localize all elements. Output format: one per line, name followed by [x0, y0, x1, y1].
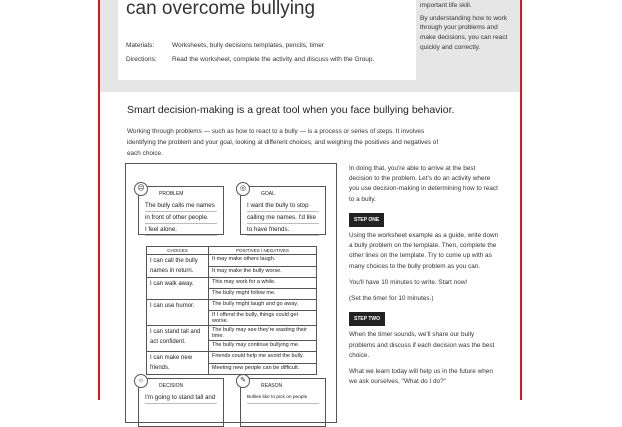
step-one-badge: STEP ONE: [349, 213, 384, 227]
decision-label: DECISION: [159, 383, 184, 389]
sidebar-p1: important life skill.: [420, 2, 472, 9]
positive-cell: The bully may see they're wasting their time.: [209, 326, 317, 341]
decision-line: I'm going to stand tall and: [145, 392, 217, 404]
choices-table: [146, 246, 317, 375]
problem-icon: ☹: [134, 182, 148, 196]
goal-line: I want the bully to stop: [247, 200, 319, 212]
goal-label: GOAL: [261, 191, 275, 197]
intro-text: Working through problems — such as how to react to a bully — is a process or series of steps. It involves identifying the problem and your goal, looking at different choices, and weighing the positives and negatives of each choice.: [127, 128, 439, 157]
problem-line: I feel alone.: [145, 224, 217, 236]
problem-label: PROBLEM: [159, 191, 184, 197]
instructions-p1: In doing that, you're able to arrive at the best decision to the problem. Let's do an activity where you use decision-making in determining how to react to a bully.: [349, 165, 498, 203]
goal-box: [240, 186, 326, 235]
pn-header: POSITIVES / NEGATIVES: [209, 247, 317, 255]
reason-line: Bullies like to pick on people: [247, 392, 319, 404]
goal-line: calling me names. I'd like: [247, 212, 319, 224]
choice-cell: I can make new friends.: [147, 352, 209, 375]
section-heading: Smart decision-making is a great tool when you face bullying behavior.: [127, 104, 455, 116]
reason-box: [240, 378, 326, 427]
header-card: [118, 0, 416, 80]
instructions-p3: You'll have 10 minutes to write. Start now!: [349, 278, 468, 286]
instructions-column: [349, 164, 499, 393]
worksheet-page: [98, 0, 522, 400]
instructions-p6: What we learn today will help us in the future when we ask ourselves, "What do I do?": [349, 368, 493, 386]
lightbulb-icon: ☼: [134, 374, 148, 388]
choice-cell: I can call the bully names in return.: [147, 255, 209, 278]
problem-box: [138, 186, 224, 235]
negative-cell: The bully may continue bullying me.: [209, 341, 317, 352]
directions-value: Read the worksheet, complete the activity and discuss with the Group.: [172, 56, 375, 63]
instructions-p4: (Set the timer for 10 minutes.): [349, 295, 434, 303]
negative-cell: If I offend the bully, things could get worse.: [209, 311, 317, 326]
materials-row: [126, 42, 324, 49]
sidebar-p2: By understanding how to work through your problems and make decisions, you can react quickly and correctly.: [420, 14, 508, 51]
header-band: [100, 0, 520, 92]
positive-cell: Friends could help me avoid the bully.: [209, 352, 317, 364]
negative-cell: It may make the bully worse.: [209, 266, 317, 278]
sidebar-text: [420, 1, 510, 56]
reason-icon: ✎: [236, 374, 250, 388]
directions-row: [126, 56, 374, 63]
decision-box: [138, 378, 224, 427]
materials-label: Materials:: [126, 42, 155, 49]
instructions-p2: Using the worksheet example as a guide, write down a bully problem on the template. Then, complete the other lines on the template. Try to come up with as many choices to the bully problem as you can.: [349, 232, 499, 270]
step-two-badge: STEP TWO: [349, 312, 385, 326]
reason-label: REASON: [261, 383, 283, 389]
materials-value: Worksheets, bully decisions templates, pencils, timer: [172, 42, 324, 49]
instructions-p5: When the timer sounds, we'll share our bully problems and discuss if each decision was the best choice.: [349, 331, 495, 359]
positive-cell: It may make others laugh.: [209, 255, 317, 267]
worksheet-example: [125, 163, 337, 423]
choice-cell: I can walk away.: [147, 278, 209, 300]
goal-icon: ◎: [236, 182, 250, 196]
negative-cell: Meeting new people can be difficult.: [209, 363, 317, 375]
positive-cell: This may work for a while.: [209, 278, 317, 289]
page-title: can overcome bullying: [126, 0, 316, 19]
choices-header: CHOICES: [147, 247, 209, 255]
problem-line: The bully calls me names: [145, 200, 217, 212]
directions-label: Directions:: [126, 56, 157, 63]
positive-cell: The bully might laugh and go away.: [209, 300, 317, 311]
choice-cell: I can stand tall and act confident.: [147, 326, 209, 352]
goal-line: to have friends.: [247, 224, 319, 236]
choice-cell: I can use humor.: [147, 300, 209, 326]
negative-cell: The bully might follow me.: [209, 289, 317, 300]
problem-line: in front of other people.: [145, 212, 217, 224]
